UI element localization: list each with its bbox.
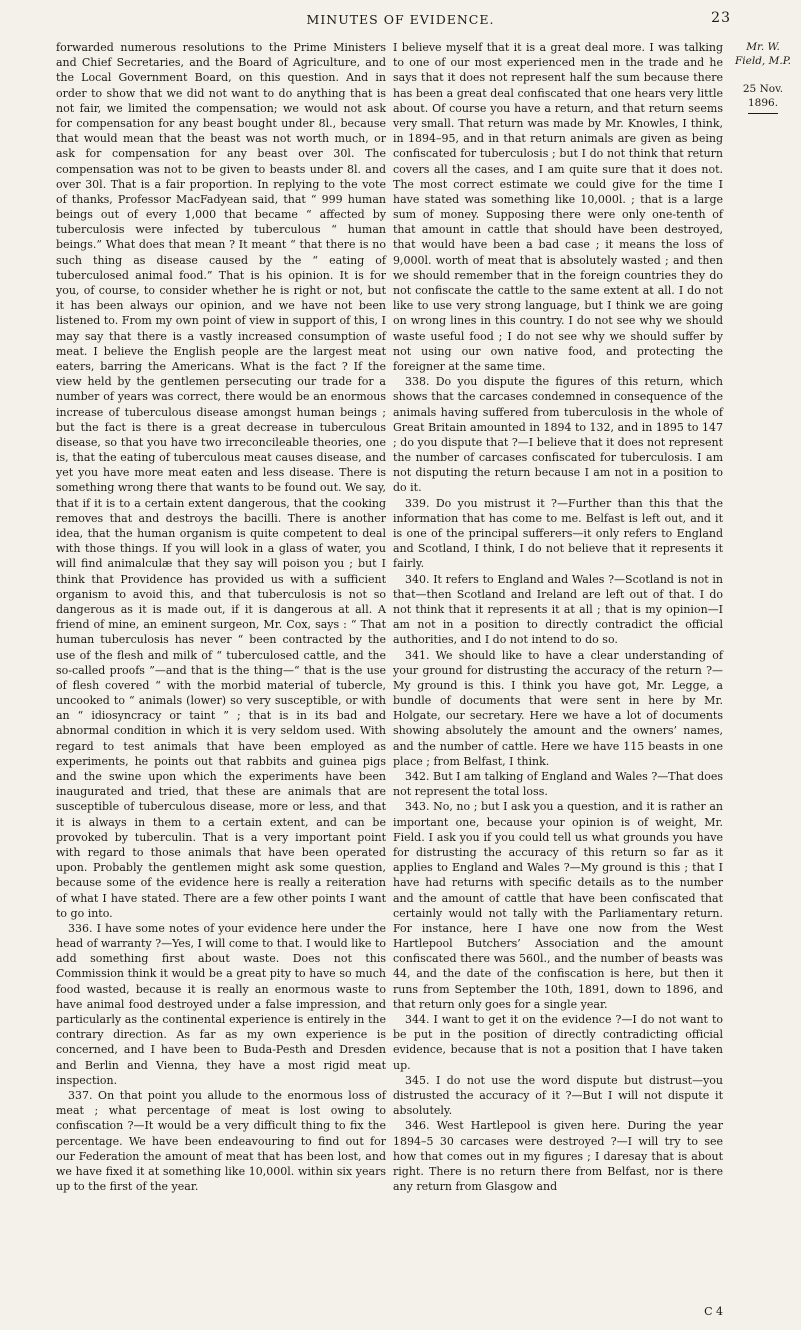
page-number: 23 <box>711 10 731 26</box>
paragraph: 340. It refers to England and Wales ?—Scotland is not in that—then Scotland and Ireland are left out of that. I do not think that it represents it at all ; that is my opinion—I am not in a position to directly contradict the official authorities, and I do not intend to do so. <box>393 572 723 647</box>
paragraph: 337. On that point you allude to the enormous loss of meat ; what percentage of meat is lost owing to confiscation ?—It would be a very difficult thing to fix the percentage. We have been endeavouring to find out for our Federation the amount of meat that has been lost, and we have fixed it at something like 10,000l. within six years up to the first of the year. <box>56 1088 386 1194</box>
margin-rule <box>748 113 778 114</box>
witness-name: Mr. W. Field, M.P. <box>735 41 791 67</box>
sitting-date: 25 Nov. 1896. <box>742 83 784 109</box>
paragraph: forwarded numerous resolutions to the Prime Ministers and Chief Secretaries, and the Board of Agriculture, and the Local Government Board, on this question. And in order to show that we did not want to do anything that is not fair, we limited the compensation; we would not ask for compensation for any beast bought under 8l., because that would mean that the beast was not worth much, or ask for compensation for any beast over 30l. The compensation was not to be given to beasts under 8l. and over 30l. That is a fair proportion. In replying to the vote of thanks, Professor MacFadyean said, that “ 999 human beings out of every 1,000 that became “ affected by tuberculosis were infected by tuberculous “ human beings.” What does that mean ? It meant “ that there is no such thing as disease caused by the “ eating of tuberculosed animal food.” That is his opinion. It is for you, of course, to consider whether he is right or not, but it has been always our opinion, and we have not been listened to. From my own point of view in support of this, I may say that there is a vastly increased consumption of meat. I believe the English people are the largest meat eaters, barring the Americans. What is the fact ? If the view held by the gentlemen persecuting our trade for a number of years was correct, there would be an enormous increase of tuberculous disease amongst human beings ; but the fact is there is a great decrease in tuberculous disease, so that you have two irreconcileable theories, one is, that the eating of tuberculous meat causes disease, and yet you have more meat eaten and less disease. There is something wrong there that wants to be found out. We say, that if it is to a certain extent dangerous, that the cooking removes that and destroys the bacilli. There is another idea, that the human organism is quite competent to deal with those things. If you will look in a glass of water, you will find animalculæ that they say will poison you ; but I think that Providence has provided us with a sufficient organism to avoid this, and that tuberculosis is not so dangerous as it is made out, if it is dangerous at all. A friend of mine, an eminent surgeon, Mr. Cox, says : “ That human tuberculosis has never “ been contracted by the use of the flesh and milk of “ tuberculosed cattle, and the so-called proofs ”—and that is the thing—“ that is the use of flesh covered “ with the morbid material of tubercle, uncooked to “ animals (lower) so very susceptible, or with an “ idiosyncracy or taint ” ; that is in its bad and abnormal condition in which it is very seldom used. With regard to test animals that have been employed as experiments, he points out that rabbits and guinea pigs and the swine upon which the experiments have been inaugurated and tried, that these are animals that are susceptible of tuberculous disease, more or less, and that it is always in them to a certain extent, and can be provoked by tuberculin. That is a very important point with regard to those animals that have been operated upon. Probably the gentlemen might ask some question, because some of the evidence here is really a reiteration of what I have stated. There are a few other points I want to go into. <box>56 41 386 920</box>
page-header <box>60 10 741 34</box>
paragraph: 344. I want to get it on the evidence ?—I do not want to be put in the position of directly contradicting official evidence, because that is not a position that I have taken up. <box>393 1013 723 1072</box>
paragraph: 336. I have some notes of your evidence here under the head of warranty ?—Yes, I will come to that. I would like to add something first about waste. Does not this Commission think it would be a great pity to have so much food wasted, because it is really an enormous waste to have animal food destroyed under a false impression, and particularly as the continental experience is entirely in the contrary direction. As far as my own experience is concerned, and I have been to Buda-Pesth and Dresden and Berlin and Vienna, they have a most rigid meat inspection. <box>56 921 386 1087</box>
signature-mark: C 4 <box>704 1305 723 1318</box>
margin-note <box>730 40 796 117</box>
paragraph: I believe myself that it is a great deal more. I was talking to one of our most experienced men in the trade and he says that it does not represent half the sum because there has been a great deal confiscated that one hears very little about. Of course you have a return, and that return seems very small. That return was made by Mr. Knowles, I think, in 1894–95, and in that return animals are given as being confiscated for tuberculosis ; but I do not think that return covers all the cases, and I am quite sure that it does not. The most correct estimate we could give for the time I have stated was something like 10,000l. ; that is a large sum of money. Supposing there were only one-tenth of that amount in cattle that should have been destroyed, that would have been a bad case ; it means the loss of 9,000l. worth of meat that is absolutely wasted ; and then we should remember that in the foreign countries they do not confiscate the cattle to the same extent at all. I do not like to use very strong language, but I think we are going on wrong lines in this country. I do not see why we should waste useful food ; I do not see why we should suffer by not using our own native food, and protecting the foreigner at the same time. <box>393 41 723 373</box>
paragraph: 342. But I am talking of England and Wales ?—That does not represent the total loss. <box>393 770 723 799</box>
paragraph: 343. No, no ; but I ask you a question, and it is rather an important one, because your opinion is of weight, Mr. Field. I ask you if you could tell us what grounds you have for distrusting the accuracy of this return so far as it applies to England and Wales ?—My ground is this ; that I have had returns with specific details as to the number and the amount of cattle that have been confiscated that certainly would not tally with the Parliamentary return. For instance, here I have one now from the West Hartlepool Butchers’ Association and the amount confiscated there was 560l., and the number of beasts was 44, and the date of the confiscation is here, but then it runs from September the 10th, 1891, down to 1896, and that return only goes for a single year. <box>393 800 723 1011</box>
paragraph: 339. Do you mistrust it ?—Further than this that the information that has come to me. Belfast is left out, and it is one of the principal sufferers—it only refers to England and Scotland, I think, I do not believe that it represents it fairly. <box>393 496 723 571</box>
running-title: MINUTES OF EVIDENCE. <box>306 12 495 27</box>
paragraph: 345. I do not use the word dispute but distrust—you distrusted the accuracy of it ?—But I will not dispute it absolutely. <box>393 1073 723 1118</box>
left-column <box>56 40 386 1194</box>
paragraph: 338. Do you dispute the figures of this return, which shows that the carcases condemned in consequence of the animals having suffered from tuberculosis in the whole of Great Britain amounted in 1894 to 132, and in 1895 to 147 ; do you dispute that ?—I believe that it does not represent the number of carcases confiscated for tuberculosis. I am not disputing the return because I am not in a position to do it. <box>393 375 723 495</box>
paragraph: 346. West Hartlepool is given here. During the year 1894–5 30 carcases were destroyed ?—I will try to see how that comes out in my figures ; I daresay that is about right. There is no return there from Belfast, nor is there any return from Glasgow and <box>393 1119 723 1194</box>
right-column <box>393 40 723 1194</box>
paragraph: 341. We should like to have a clear understanding of your ground for distrusting the accuracy of the return ?—My ground is this. I think you have got, Mr. Legge, a bundle of documents that were sent in here by Mr. Holgate, our secretary. Here we have a lot of documents showing absolutely the amount and the owners’ names, and the number of cattle. Here we have 115 beasts in one place ; from Belfast, I think. <box>393 648 723 768</box>
